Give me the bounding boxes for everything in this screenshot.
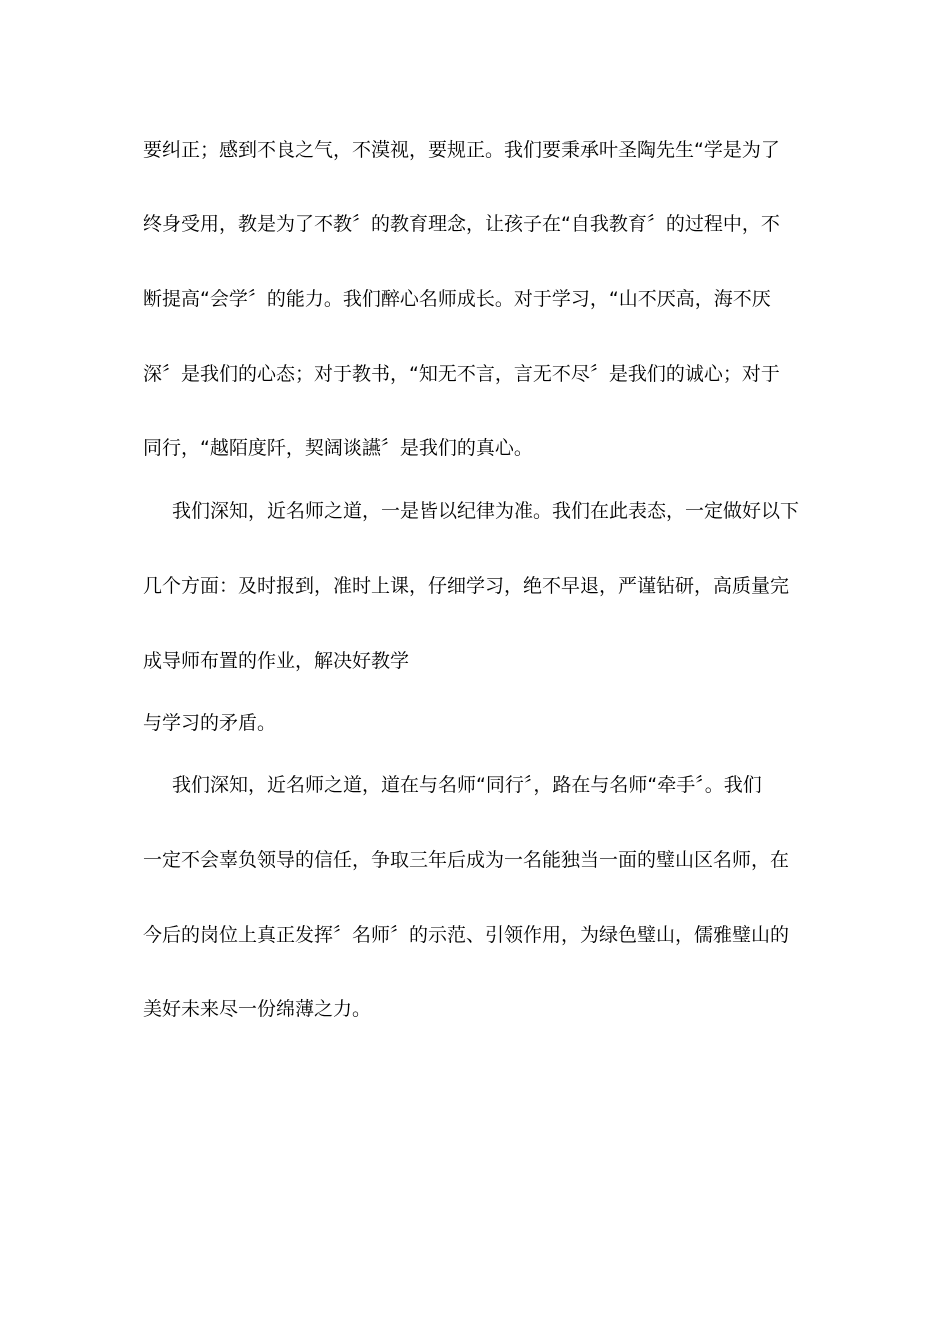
text-line: 今后的岗位上真正发挥〞名师〞的示范、引领作用，为绿色璧山，儒雅璧山的	[143, 924, 790, 946]
text-line: 断提高“会学〞的能力。我们醉心名师成长。对于学习，“山不厌高，海不厌	[143, 288, 771, 310]
paragraph-start-line: 我们深知，近名师之道，道在与名师“同行〞，路在与名师“牵手〞。我们	[172, 774, 762, 796]
text-line: 同行，“越陌度阡，契阔谈讌〞是我们的真心。	[143, 437, 533, 459]
text-line: 要纠正；感到不良之气，不漠视，要规正。我们要秉承叶圣陶先生“学是为了	[143, 139, 780, 161]
text-line: 深〞是我们的心态；对于教书，“知无不言，言无不尽〞是我们的诚心；对于	[143, 363, 780, 385]
paragraph-start-line: 我们深知，近名师之道，一是皆以纪律为准。我们在此表态，一定做好以下	[172, 500, 800, 522]
text-line: 终身受用，教是为了不教〞的教育理念，让孩子在“自我教育〞的过程中，不	[143, 213, 780, 235]
text-line: 成导师布置的作业，解决好教学	[143, 650, 410, 672]
text-line: 美好未来尽一份绵薄之力。	[143, 998, 372, 1020]
text-line: 与学习的矛盾。	[143, 712, 277, 734]
text-line: 几个方面：及时报到，准时上课，仔细学习，绝不早退，严谨钻研，高质量完	[143, 575, 790, 597]
text-line: 一定不会辜负领导的信任，争取三年后成为一名能独当一面的璧山区名师，在	[143, 849, 790, 871]
